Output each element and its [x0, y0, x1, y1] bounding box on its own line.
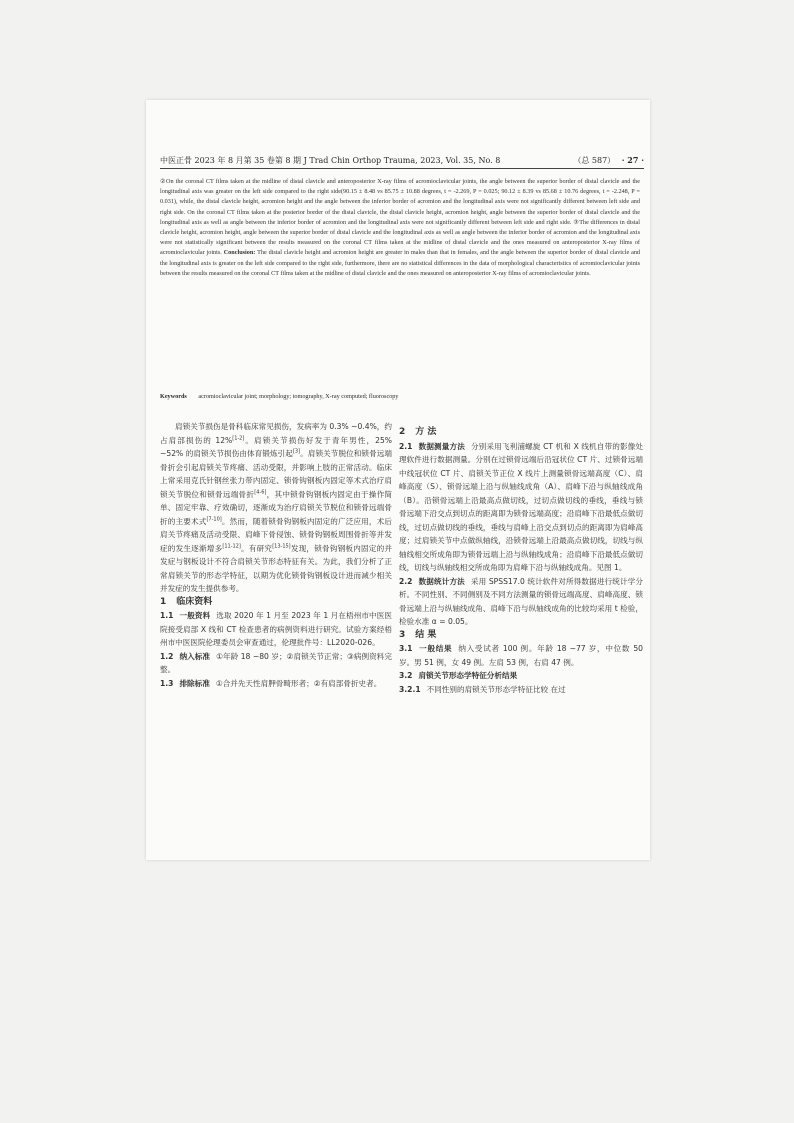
right-column — [399, 426, 643, 696]
subsection-number: 3.2.1 — [399, 684, 421, 694]
intro-text-5: 。然而，随着锁骨钩钢板内固定的广泛应用，术后肩关节疼痛及活动受限、肩峰下骨侵蚀、锁骨钩钢板周围骨折等并发症的发生逐渐增多 — [160, 516, 393, 553]
subsection-1-3 — [160, 677, 392, 691]
citation: [11-12] — [222, 542, 241, 549]
subsection-1-2 — [160, 650, 392, 677]
left-column — [160, 420, 392, 690]
subsection-text: ①年龄 18 ~80 岁；②肩锁关节正常；③病例资料完整。 — [160, 651, 393, 674]
subsection-number: 1.1 — [160, 611, 174, 620]
subsection-3-2-1 — [399, 683, 643, 697]
subsection-number: 1.3 — [160, 678, 174, 688]
subsection-title: 数据统计方法 — [418, 576, 465, 586]
intro-text-3: 。肩锁关节脱位和锁骨远端骨折会引起肩锁关节疼痛、活动受限，并影响上肢的正常活动。临床上常采用克氏针钢丝张力带内固定、锁骨钩钢板内固定等术式治疗肩锁关节脱位和锁骨远端骨折 — [160, 449, 393, 499]
running-header — [160, 150, 644, 169]
subsection-text: 采用 SPSS17.0 统计软件对所得数据进行统计学分析。不同性别、不同侧别及不同方法测量的锁骨远端高度、肩峰高度、锁骨远端上沿与纵轴线成角、肩峰下沿与纵轴线成角的比较均采用 t 检验，检验水准 α = 0.05。 — [399, 576, 643, 626]
subsection-text: 不同性别的肩锁关节形态学特征比较 在过 — [426, 684, 566, 694]
subsection-2-2 — [399, 575, 643, 629]
keywords-label: Keywords — [160, 393, 187, 400]
subsection-number: 2.2 — [399, 576, 413, 586]
subsection-title: 一般结果 — [418, 644, 453, 653]
header-journal-info: 中医正骨 2023 年 8 月第 35 卷第 8 期 J Trad Chin Orthop Trauma, 2023, Vol. 35, No. 8 — [160, 156, 501, 165]
subsection-text: ①合并先天性肩胛骨畸形者；②有肩部骨折史者。 — [215, 678, 382, 688]
citation: [13-15] — [272, 542, 291, 549]
intro-text-1: 肩锁关节损伤是骨科临床常见损伤，发病率为 0.3% ~0.4%，约占肩部损伤的 12% — [160, 422, 392, 445]
citation: [3] — [292, 448, 301, 455]
section-title: 方 法 — [415, 427, 437, 437]
subsection-title: 纳入标准 — [179, 651, 211, 661]
intro-text-7: 发现，锁骨钩钢板内固定的并发症与钢板设计不符合肩锁关节形态特征有关。为此，我们分析了正常肩锁关节的形态学特征，以期为优化锁骨钩钢板设计进而减少相关并发症的发生提供参考。 — [160, 543, 392, 593]
english-abstract — [160, 177, 640, 279]
subsection-text: 选取 2020 年 1 月至 2023 年 1 月在梧州市中医医院接受肩部 X 线和 CT 检查患者的病例资料进行研究。试验方案经梧州市中医医院伦理委员会审查通过，伦理批件号：LL2020-026。 — [160, 611, 393, 647]
abstract-results-text: ②On the coronal CT films taken at the midline of distal clavicle and anteroposterior X-ray films of acromioclavicular joints, the angle between the superior border of distal clavicle and the longitudinal axis was greater on the left side compared to the right side(90.15 ± 8.48 vs 85.75 ± 10.88 degrees, t = -2.269, P = 0.025; 90.12 ± 8.39 vs 85.68 ± 10.76 degrees, t = -2.248, P = 0.031), while, the distal clavicle height, acromion height and the angle between the inferior border of acromion and the longitudinal axis were not significantly different between left side and right side. On the coronal CT films taken at the posterior border of the distal clavicle, the distal clavicle height, acromion height, angle between the superior border of distal clavicle and the longitudinal axis as well as angle between the inferior border of acromion and the longitudinal axis were not significantly different between left side and right side. ③The differences in distal clavicle height, acromion height, angle between the superior border of distal clavicle and the longitudinal axis as well as angle between the inferior border of acromion and the longitudinal axis were not statistically significant between the results measured on the coronal CT films taken at the midline of distal clavicle and the ones measured on anteroposterior X-ray films of acromioclavicular joints. — [160, 178, 640, 257]
keywords-text: acromioclavicular joint; morphology; tomography, X-ray computed; fluoroscopy — [198, 393, 399, 400]
subsection-text: 纳入受试者 100 例。年龄 18 ~77 岁，中位数 50 岁。男 51 例，女 49 例。左肩 53 例，右肩 47 例。 — [399, 644, 644, 667]
header-total-page: （总 587） — [573, 156, 616, 165]
subsection-number: 2.1 — [399, 441, 413, 451]
citation: [1-2] — [232, 434, 245, 441]
subsection-1-1 — [160, 609, 392, 650]
conclusion-text: The distal clavicle height and acromion height are greater in males than that in females, and the angle between the superior border of distal clavicle and the longitudinal axis is greater on the left side compared to the right side, furthermore, there are no statistical differences in the data of morphological characteristics of acromioclavicular joints between the results measured on the coronal CT films taken at the midline of distal clavicle and the ones measured on anteroposterior X-ray films of acromioclavicular joints. — [160, 249, 641, 277]
intro-paragraph — [160, 420, 392, 596]
header-page-info — [573, 155, 644, 166]
subsection-title: 肩锁关节形态学特征分析结果 — [418, 671, 518, 680]
subsection-number: 3.2 — [399, 671, 413, 680]
subsection-number: 1.2 — [160, 651, 174, 661]
citation: [7-10] — [206, 515, 222, 522]
intro-text-6: 。有研究 — [240, 543, 273, 553]
section-heading-3 — [399, 629, 643, 643]
conclusion-label: Conclusion: — [223, 249, 256, 257]
section-number: 2 — [399, 427, 406, 437]
subsection-2-1 — [399, 440, 643, 575]
subsection-3-1 — [399, 642, 643, 669]
section-number: 3 — [399, 629, 406, 640]
subsection-title: 数据测量方法 — [418, 441, 465, 451]
subsection-title: 排除标准 — [179, 678, 210, 688]
intro-text-4: ，其中锁骨钩钢板内固定由于操作简单、固定牢靠、疗效确切，逐渐成为治疗肩锁关节脱位和锁骨远端骨折的主要术式 — [160, 489, 393, 526]
intro-text-2: 。肩锁关节损伤好发于青年男性，25% ~52% 的肩锁关节损伤由体育锻炼引起 — [160, 435, 392, 458]
subsection-title: 一般资料 — [179, 611, 211, 620]
section-title: 结 果 — [415, 629, 437, 640]
keywords — [160, 392, 640, 401]
citation: [4-6] — [254, 488, 267, 495]
section-heading-2 — [399, 426, 643, 440]
header-page-number: · 27 · — [621, 155, 644, 165]
subsection-text: 分别采用飞利浦螺旋 CT 机和 X 线机自带的影像处理软件进行数据测量。分别在过锁骨远端后沿冠状位 CT 片、过锁骨远端中线冠状位 CT 片、肩锁关节正位 X 线片上测量锁骨远端高度（C）、肩峰高度（S）、锁骨远端上沿与纵轴线成角（A）、肩峰下沿与纵轴线成角（B）。沿锁骨远端上沿最高点做切线，过切点做切线的垂线，垂线与锁骨远端下沿交点到切点的距离即为锁骨远端高度；沿肩峰下沿最低点做切线，过切点做切线的垂线，垂线与肩峰上沿交点到切点的距离即为肩峰高度；过肩锁关节中点做纵轴线，沿锁骨远端上沿最高点做切线，切线与纵轴线相交所成角即为锁骨远端上沿与纵轴线成角；沿肩峰下沿最低点做切线，切线与纵轴线相交所成角即为肩峰下沿与纵轴线成角。见图 1。 — [399, 441, 644, 572]
subsection-3-2 — [399, 669, 643, 683]
section-heading-1 — [160, 596, 392, 610]
section-number: 1 — [160, 596, 167, 607]
subsection-number: 3.1 — [399, 644, 413, 653]
journal-page — [146, 100, 650, 860]
section-title: 临床资料 — [176, 596, 213, 607]
